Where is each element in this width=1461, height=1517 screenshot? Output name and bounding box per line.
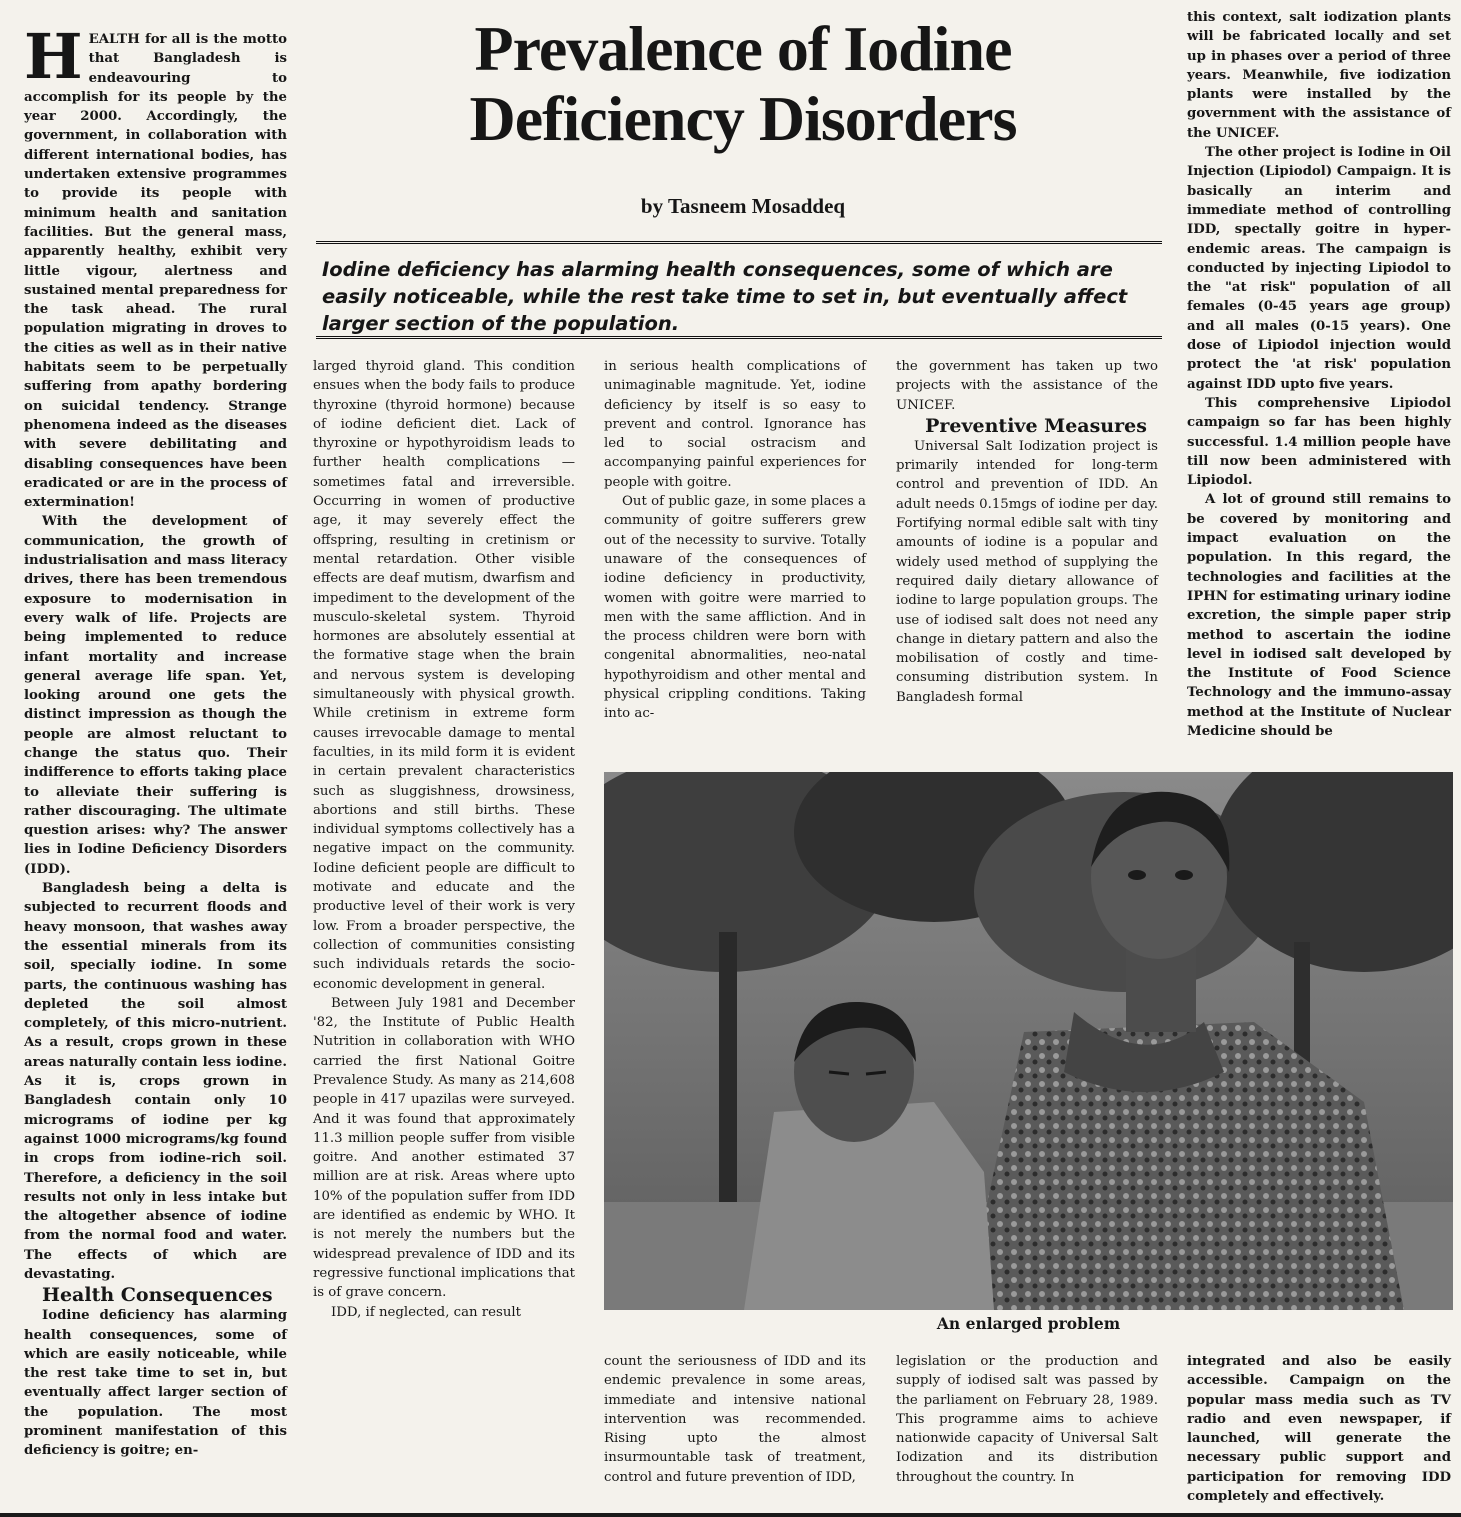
col3-paragraph-1: in serious health complications of unimaginable magnitude. Yet, iodine deficiency by itself is so easy to prevent and control. Ignorance has led to social ostracism and accompanying painful experiences for people with goitre. bbox=[604, 359, 866, 490]
col2-paragraph-3: IDD, if neglected, can result bbox=[331, 1304, 522, 1320]
headline-line-1: Prevalence of Iodine bbox=[474, 13, 1012, 84]
drop-cap: H bbox=[24, 20, 83, 93]
photo-two-women bbox=[604, 772, 1453, 1310]
col5-paragraph-5: integrated and also be easily accessible. Campaign on the popular mass media such as TV radio and even newspaper, if launched, will generate the necessary public support and participation for removing IDD completely and effectively. bbox=[1187, 1354, 1451, 1505]
col5-paragraph-3: This comprehensive Lipiodol campaign so far has been highly successful. 1.4 million people have till now been administered with Lipiodol. bbox=[1187, 395, 1451, 489]
bottom-rule bbox=[0, 1513, 1461, 1517]
col3-paragraph-2: Out of public gaze, in some places a community of goitre sufferers grew out of the necessity to survive. Totally unaware of the consequences of iodine deficiency in productivity, women with goitre were married to men with the same affliction. And in the process children were born with congenital abnormalities, neo-natal hypothyroidism and other mental and physical crippling conditions. Taking into ac- bbox=[604, 494, 866, 722]
column-5-bottom bbox=[1187, 1352, 1451, 1506]
col1-paragraph-4: Iodine deficiency has alarming health consequences, some of which are easily noticeable, while the rest take time to set in, but eventually affect larger section of the population. The most prominent manifestation of this deficiency is goitre; en- bbox=[24, 1308, 287, 1459]
photo-illustration bbox=[604, 772, 1453, 1310]
article-headline bbox=[318, 14, 1168, 154]
col4-paragraph-2: Universal Salt Iodization project is primarily intended for long-term control and prevention of IDD. An adult needs 0.15mgs of iodine per day. Fortifying normal edible salt with tiny amounts of iodine is a popular and widely used method of supplying the required daily dietary allowance of iodine to large population groups. The use of iodised salt does not need any change in dietary pattern and also the mobilisation of costly and time-consuming distribution system. In Bangladesh formal bbox=[896, 438, 1158, 705]
col2-paragraph-1: larged thyroid gland. This condition ensues when the body fails to produce thyroxine (thyroid hormone) because of iodine deficient diet. Lack of thyroxine or hypothyroidism leads to further health complications — sometimes fatal and irreversible. Occurring in women of productive age, it may severely effect the offspring, resulting in cretinism or mental retardation. Other visible effects are deaf mutism, dwarfism and impediment to the development of the musculo-skeletal system. Thyroid hormones are absolutely essential at the formative stage when the brain and nervous system is developing simultaneously with physical growth. While cretinism in extreme form causes irrevocable damage to mental faculties, in its mild form it is evident in certain prevalent characteristics such as sluggishness, drowsiness, abortions and still births. These individual symptoms collectively has a negative impact on the community. Iodine deficient people are difficult to motivate and educate and the productive level of their work is very low. From a broader perspective, the collection of communities consisting such individuals retards the socio-economic development in general. bbox=[313, 359, 575, 992]
column-4-top bbox=[896, 357, 1158, 707]
column-3-bottom bbox=[604, 1352, 866, 1487]
column-4-bottom bbox=[896, 1352, 1158, 1487]
col2-paragraph-2: Between July 1981 and December '82, the Institute of Public Health Nutrition in collaboration with WHO carried the first National Goitre Prevalence Study. As many as 214,608 people in 417 upazilas were surveyed. And it was found that approximately 11.3 million people suffer from visible goitre. And another estimated 37 million are at risk. Areas where upto 10% of the population suffer from IDD are identified as endemic by WHO. It is not merely the numbers but the widespread prevalence of IDD and its regressive functional implications that is of grave concern. bbox=[313, 995, 575, 1301]
col1-paragraph-1 bbox=[24, 20, 287, 512]
subhead-health-consequences: Health Consequences bbox=[42, 1284, 273, 1307]
col1-paragraph-3: Bangladesh being a delta is subjected to recurrent floods and heavy monsoon, that washes away the essential minerals from its soil, specially iodine. In some parts, the continuous washing has depleted the soil almost completely, of this micro-nutrient. As a result, crops grown in these areas naturally contain less iodine. As it is, crops grown in Bangladesh contain only 10 micrograms of iodine per kg against 1000 micrograms/kg found in crops from iodine-rich soil. Therefore, a deficiency in the soil results not only in less intake but the altogether absence of iodine from the normal food and water. The effects of which are devastating. bbox=[24, 881, 287, 1282]
col5-paragraph-2: The other project is Iodine in Oil Injection (Lipiodol) Campaign. It is basically an interim and immediate method of controlling IDD, spectally goitre in hyper-endemic areas. The campaign is conducted by injecting Lipiodol to the "at risk" population of all females (0-45 years age group) and all males (0-15 years). One dose of Lipiodol injection would protect the 'at risk' population against IDD upto five years. bbox=[1187, 145, 1451, 392]
col3-paragraph-3: count the seriousness of IDD and its endemic prevalence in some areas, immediate and intensive national intervention was recommended. Rising upto the almost insurmountable task of treatment, control and future prevention of IDD, bbox=[604, 1354, 866, 1485]
col4-paragraph-1: the government has taken up two projects with the assistance of the UNICEF. bbox=[896, 359, 1158, 413]
col4-paragraph-3: legislation or the production and supply of iodised salt was passed by the parliament on February 28, 1989. This programme aims to achieve nationwide capacity of Universal Salt Iodization and its distribution throughout the country. In bbox=[896, 1354, 1158, 1485]
column-1 bbox=[24, 20, 287, 1461]
subhead-preventive-measures: Preventive Measures bbox=[925, 414, 1147, 437]
col5-paragraph-4: A lot of ground still remains to be covered by monitoring and impact evaluation on the population. In this regard, the technologies and facilities at the IPHN for estimating urinary iodine excretion, the simple paper strip method to ascertain the iodine level in iodised salt developed by the Institute of Food Science Technology and the immuno-assay method at the Institute of Nuclear Medicine should be bbox=[1187, 492, 1451, 739]
col1-paragraph-1-text: EALTH for all is the motto that Bangladesh is endeavouring to accomplish for its people by the year 2000. Accordingly, the government, in collaboration with different international bodies, has undertaken extensive programmes to provide its people with minimum health and sanitation facilities. But the general mass, apparently healthy, exhibit very little vigour, alertness and sustained mental preparedness for the task ahead. The rural population migrating in droves to the cities as well as in their native habitats seem to be perpetually suffering from apathy bordering on suicidal tendency. Strange phenomena indeed as the diseases with severe debilitating and disabling consequences have been eradicated or are in the process of extermination! bbox=[24, 32, 287, 511]
deck-text: Iodine deficiency has alarming health consequences, some of which are easily noticeable, while the rest take time to set in, but eventually affect larger section of the population. bbox=[322, 258, 1128, 335]
column-3-top bbox=[604, 357, 866, 724]
photo-caption: An enlarged problem bbox=[936, 1314, 1121, 1333]
byline: by Tasneem Mosaddeq bbox=[640, 194, 846, 218]
column-2 bbox=[313, 357, 575, 1322]
col1-paragraph-2: With the development of communication, the growth of industrialisation and mass literacy drives, there has been tremendous exposure to modernisation in every walk of life. Projects are being implemented to reduce infant mortality and increase general average life span. Yet, looking around one gets the distinct impression as though the people are almost reluctant to change the status quo. Their indifference to efforts taking place to alleviate their suffering is rather discouraging. The ultimate question arises: why? The answer lies in Iodine Deficiency Disorders (IDD). bbox=[24, 514, 287, 877]
column-5-top bbox=[1187, 8, 1451, 741]
col5-paragraph-1: this context, salt iodization plants will be fabricated locally and set up in phases over a period of three years. Meanwhile, five iodization plants were installed by the government with the assistance of the UNICEF. bbox=[1187, 10, 1451, 141]
headline-line-2: Deficiency Disorders bbox=[469, 83, 1017, 154]
deck-box bbox=[316, 241, 1162, 339]
